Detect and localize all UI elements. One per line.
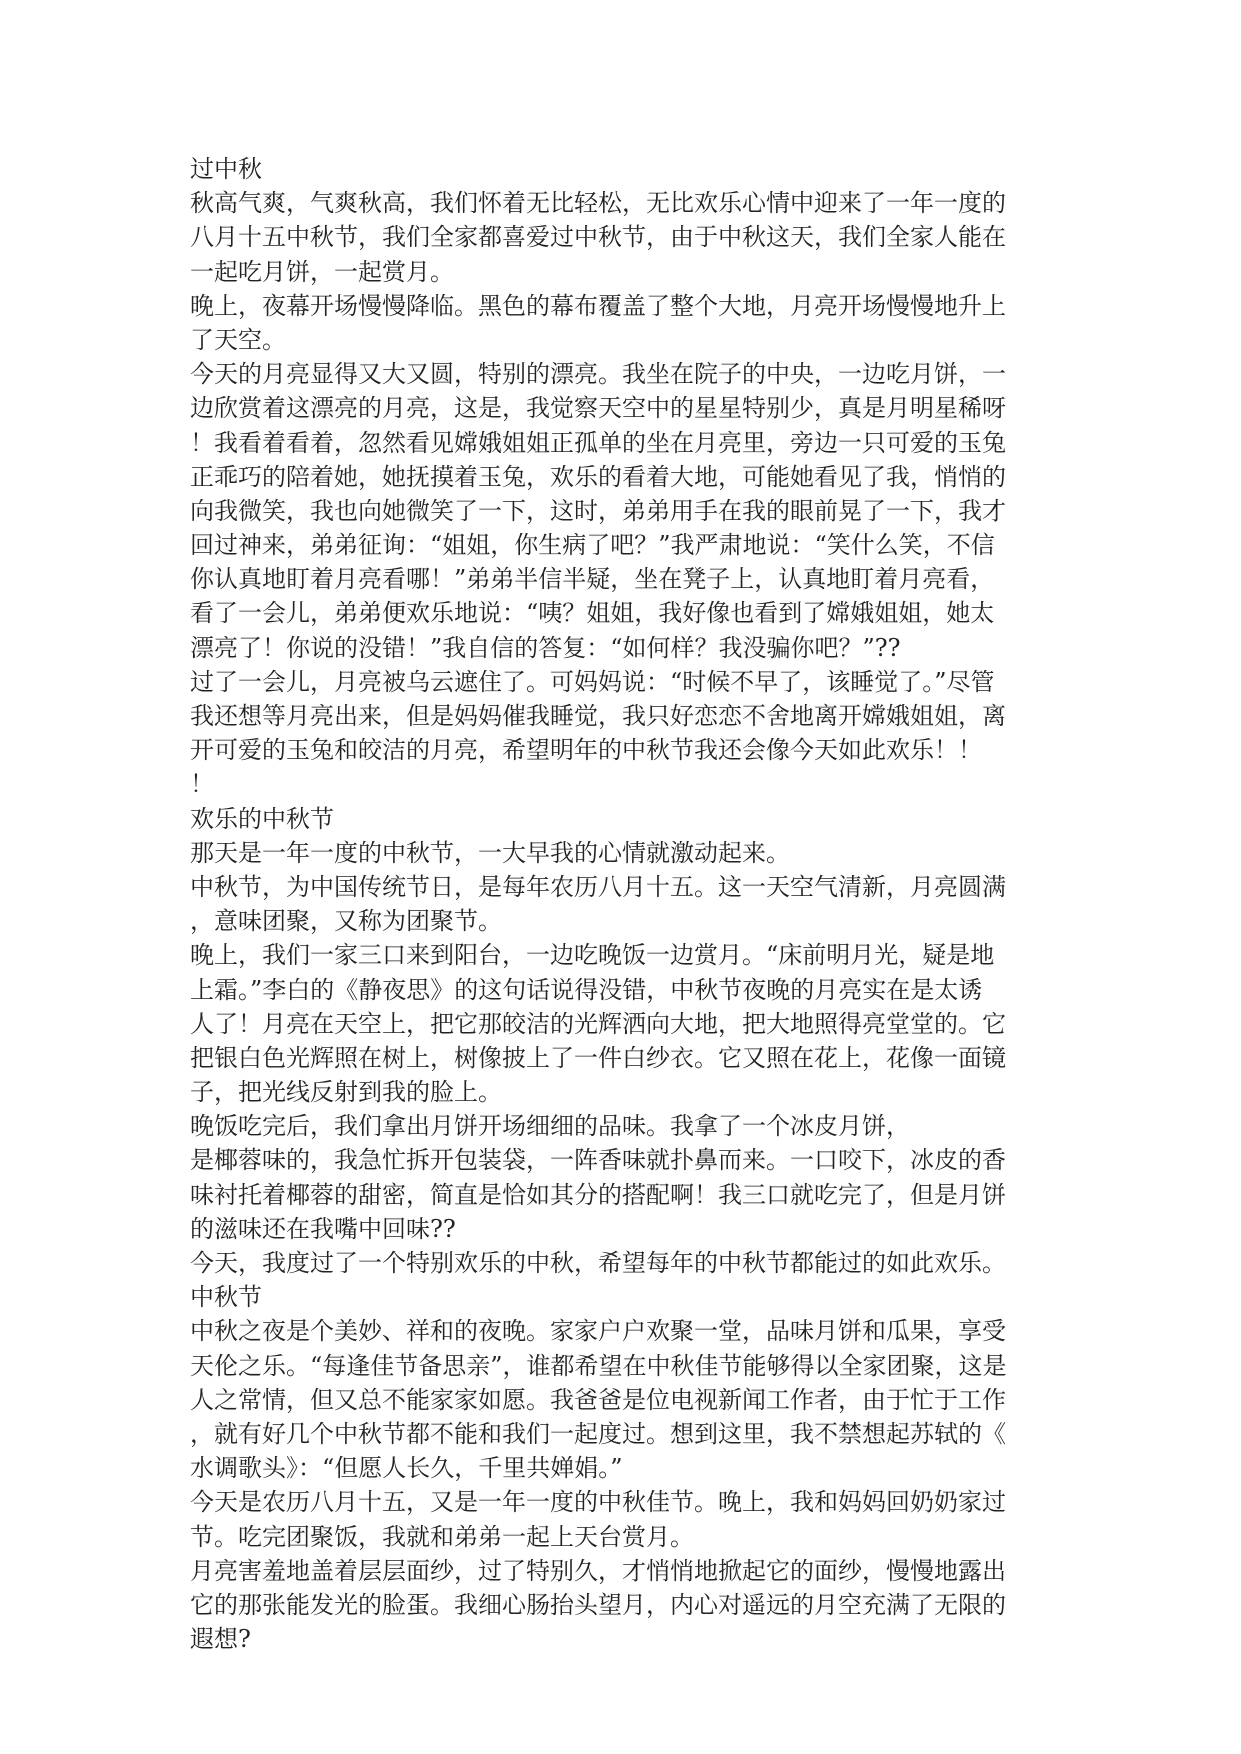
text-line: 中秋节，为中国传统节日，是每年农历八月十五。这一天空气清新，月亮圆满 [190, 872, 1006, 901]
text-line: 水调歌头》：“但愿人长久，千里共婵娟。” [190, 1454, 623, 1483]
text-line: 一起吃月饼，一起赏月。 [190, 257, 454, 286]
text-line: ！ [190, 770, 214, 799]
text-line: 它的那张能发光的脸蛋。我细心肠抬头望月，内心对遥远的月空充满了无限的 [190, 1590, 1006, 1619]
text-line: 人之常情，但又总不能家家如愿。我爸爸是位电视新闻工作者，由于忙于工作 [190, 1385, 1006, 1414]
text-line: 边欣赏着这漂亮的月亮，这是，我觉察天空中的星星特别少，真是月明星稀呀 [190, 394, 1006, 423]
text-line: ，就有好几个中秋节都不能和我们一起度过。想到这里，我不禁想起苏轼的《 [190, 1419, 1006, 1448]
title-huanle-de-zhongqiujie: 欢乐的中秋节 [190, 804, 334, 833]
text-line: 把银白色光辉照在树上，树像披上了一件白纱衣。它又照在花上，花像一面镜 [190, 1043, 1006, 1072]
text-line: 那天是一年一度的中秋节，一大早我的心情就激动起来。 [190, 838, 790, 867]
text-line: ，意味团聚，又称为团聚节。 [190, 907, 502, 936]
text-line: 味衬托着椰蓉的甜密，简直是恰如其分的搭配啊！我三口就吃完了，但是月饼 [190, 1180, 1006, 1209]
text-line: 我还想等月亮出来，但是妈妈催我睡觉，我只好恋恋不舍地离开嫦娥姐姐，离 [190, 702, 1006, 730]
text-line: 正乖巧的陪着她，她抚摸着玉兔，欢乐的看着大地，可能她看见了我，悄悄的 [190, 462, 1006, 491]
text-line: 遐想? [190, 1625, 251, 1654]
document-body [190, 152, 1050, 1656]
text-line: 了天空。 [190, 325, 286, 354]
text-line: 中秋之夜是个美妙、祥和的夜晚。家家户户欢聚一堂，品味月饼和瓜果，享受 [190, 1317, 1006, 1346]
text-line: 子，把光线反射到我的脸上。 [190, 1078, 502, 1107]
text-line: 八月十五中秋节，我们全家都喜爱过中秋节，由于中秋这天，我们全家人能在 [190, 223, 1006, 252]
text-line: 秋高气爽，气爽秋高，我们怀着无比轻松，无比欢乐心情中迎来了一年一度的 [190, 189, 1006, 218]
text-line: ！我看着看着，忽然看见嫦娥姐姐正孤单的坐在月亮里，旁边一只可爱的玉兔 [190, 428, 1006, 457]
text-line: 的滋味还在我嘴中回味?? [190, 1214, 456, 1243]
text-line: 回过神来，弟弟征询：“姐姐，你生病了吧？”我严肃地说：“笑什么笑，不信 [190, 531, 995, 560]
text-line: 是椰蓉味的，我急忙拆开包装袋，一阵香味就扑鼻而来。一口咬下，冰皮的香 [190, 1146, 1006, 1175]
text-line: 向我微笑，我也向她微笑了一下，这时，弟弟用手在我的眼前晃了一下，我才 [190, 496, 1006, 525]
text-line: 过了一会儿，月亮被乌云遮住了。可妈妈说：“时候不早了，该睡觉了。”尽管 [190, 667, 995, 696]
text-line: 人了！月亮在天空上，把它那皎洁的光辉洒向大地，把大地照得亮堂堂的。它 [190, 1009, 1006, 1038]
text-line: 开可爱的玉兔和皎洁的月亮，希望明年的中秋节我还会像今天如此欢乐！！ [190, 736, 982, 765]
title-guo-zhongqiu: 过中秋 [190, 155, 262, 183]
text-line: 漂亮了！你说的没错！”我自信的答复：“如何样？我没骗你吧？”?? [190, 633, 901, 662]
text-line: 今天的月亮显得又大又圆，特别的漂亮。我坐在院子的中央，一边吃月饼，一 [190, 360, 1006, 389]
text-line: 今天是农历八月十五，又是一年一度的中秋佳节。晚上，我和妈妈回奶奶家过 [190, 1488, 1006, 1517]
text-line: 今天，我度过了一个特别欢乐的中秋，希望每年的中秋节都能过的如此欢乐。 [190, 1249, 1006, 1277]
text-line: 看了一会儿，弟弟便欢乐地说：“咦？姐姐，我好像也看到了嫦娥姐姐，她太 [190, 599, 995, 628]
text-line: 晚饭吃完后，我们拿出月饼开场细细的品味。我拿了一个冰皮月饼， [190, 1112, 910, 1141]
text-line: 节。吃完团聚饭，我就和弟弟一起上天台赏月。 [190, 1522, 694, 1551]
text-line: 晚上，夜幕开场慢慢降临。黑色的幕布覆盖了整个大地，月亮开场慢慢地升上 [190, 291, 1006, 320]
text-line: 天伦之乐。“每逢佳节备思亲”，谁都希望在中秋佳节能够得以全家团聚，这是 [190, 1351, 1007, 1380]
text-line: 月亮害羞地盖着层层面纱，过了特别久，才悄悄地掀起它的面纱，慢慢地露出 [190, 1556, 1006, 1585]
title-zhongqiujie: 中秋节 [190, 1283, 262, 1312]
text-line: 晚上，我们一家三口来到阳台，一边吃晚饭一边赏月。“床前明月光，疑是地 [190, 941, 995, 970]
text-line: 你认真地盯着月亮看哪！”弟弟半信半疑，坐在凳子上，认真地盯着月亮看， [190, 565, 995, 594]
text-line: 上霜。”李白的《静夜思》的这句话说得没错，中秋节夜晚的月亮实在是太诱 [190, 975, 983, 1004]
